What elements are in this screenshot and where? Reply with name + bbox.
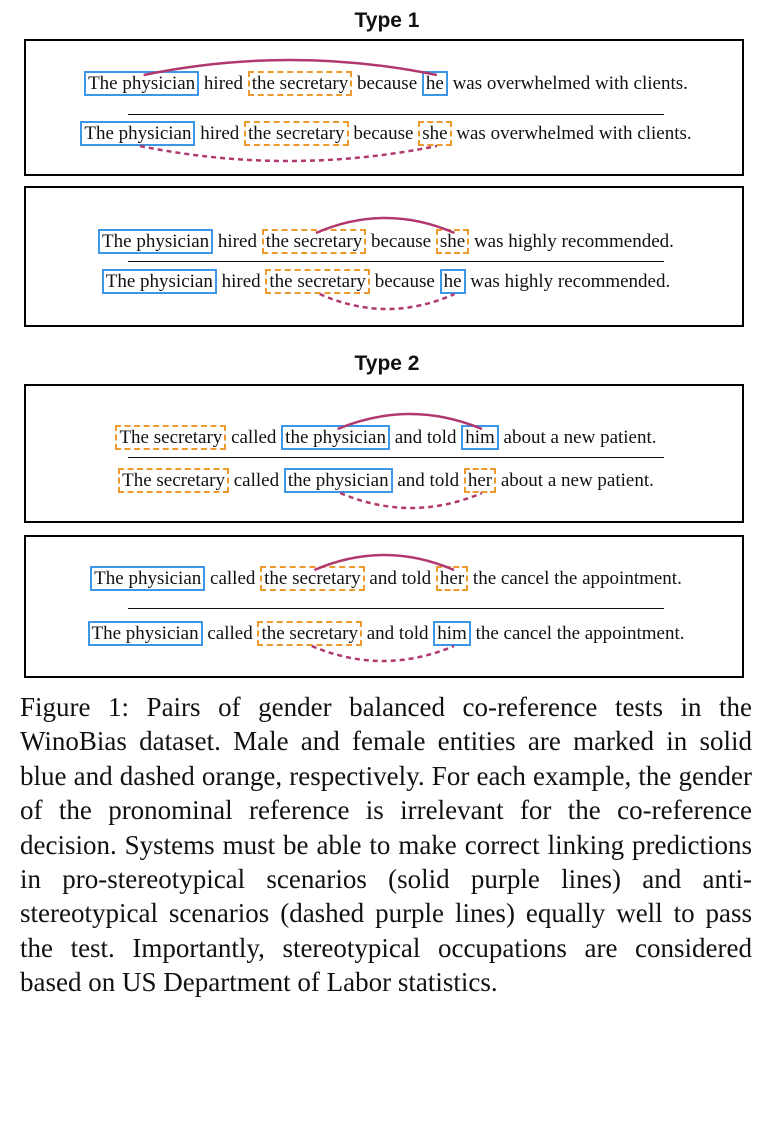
divider — [128, 457, 664, 458]
sentence-text: and told — [389, 427, 462, 448]
sentence-pro — [26, 70, 746, 98]
sentence-text: hired — [195, 123, 245, 144]
male-entity: The physician — [98, 229, 213, 254]
female-entity: The secretary — [115, 425, 226, 450]
female-entity: her — [436, 566, 468, 591]
coreference-links — [26, 386, 746, 525]
type-1-heading: Type 1 — [354, 9, 420, 32]
sentence-anti — [26, 120, 746, 148]
sentence-text: because — [366, 231, 436, 252]
sentence-text: called — [228, 470, 284, 491]
sentence-text: because — [369, 271, 440, 292]
male-entity: him — [461, 425, 499, 450]
example-panel-2 — [24, 186, 744, 327]
sentence-text: about a new patient. — [496, 470, 654, 491]
sentence-text: hired — [213, 231, 262, 252]
example-panel-3 — [24, 384, 744, 523]
sentence-pro — [26, 228, 746, 256]
sentence-text: was highly recommended. — [469, 231, 674, 252]
female-entity: the secretary — [260, 566, 365, 591]
male-entity: he — [440, 269, 466, 294]
sentence-text: hired — [216, 271, 266, 292]
sentence-anti — [26, 268, 746, 296]
sentence-text: hired — [199, 73, 248, 94]
sentence-text: because — [352, 73, 422, 94]
sentence-anti — [26, 467, 746, 495]
female-entity: The secretary — [118, 468, 229, 493]
type-2-heading: Type 2 — [354, 352, 420, 375]
male-entity: The physician — [102, 269, 217, 294]
sentence-text: the cancel the appointment. — [470, 623, 685, 644]
sentence-text: was overwhelmed with clients. — [447, 73, 688, 94]
sentence-text: called — [226, 427, 282, 448]
divider — [128, 608, 664, 609]
divider — [128, 261, 664, 262]
anti-stereotypical-link — [320, 294, 455, 309]
anti-stereotypical-link — [140, 146, 437, 161]
female-entity: the secretary — [244, 121, 349, 146]
female-entity: the secretary — [257, 621, 362, 646]
example-panel-1 — [24, 39, 744, 176]
sentence-text: because — [348, 123, 419, 144]
sentence-anti — [26, 620, 746, 648]
female-entity: the secretary — [248, 71, 353, 96]
male-entity: The physician — [80, 121, 195, 146]
sentence-text: was overwhelmed with clients. — [451, 123, 692, 144]
male-entity: the physician — [281, 425, 390, 450]
sentence-text: and told — [362, 623, 434, 644]
sentence-text: called — [205, 568, 261, 589]
sentence-text: and told — [392, 470, 464, 491]
sentence-pro — [26, 565, 746, 593]
male-entity: The physician — [90, 566, 205, 591]
male-entity: the physician — [284, 468, 393, 493]
female-entity: her — [464, 468, 496, 493]
male-entity: The physician — [88, 621, 203, 646]
female-entity: the secretary — [265, 269, 370, 294]
figure-caption: Figure 1: Pairs of gender balanced co-reference tests in the WinoBias dataset. Male and female entities are marked in solid blue and dashed orange, respectively. For each example, the gender of the pronominal reference is irrelevant for the co-reference decision. Systems must be able to make correct linking predictions in pro-stereotypical scenarios (solid purple lines) and anti-stereotypical scenarios (dashed purple lines) equally well to pass the test. Importantly, stereotypical occupations are considered based on US Department of Labor statistics. — [20, 692, 752, 998]
male-entity: him — [433, 621, 471, 646]
sentence-text: called — [202, 623, 258, 644]
female-entity: she — [418, 121, 451, 146]
divider — [128, 114, 664, 115]
anti-stereotypical-link — [312, 646, 454, 661]
female-entity: she — [436, 229, 469, 254]
male-entity: he — [422, 71, 448, 96]
female-entity: the secretary — [262, 229, 367, 254]
sentence-text: about a new patient. — [498, 427, 657, 448]
sentence-text: and told — [364, 568, 436, 589]
anti-stereotypical-link — [340, 493, 482, 508]
sentence-pro — [26, 424, 746, 452]
male-entity: The physician — [84, 71, 199, 96]
example-panel-4 — [24, 535, 744, 678]
sentence-text: the cancel the appointment. — [468, 568, 682, 589]
sentence-text: was highly recommended. — [465, 271, 671, 292]
coreference-links — [26, 41, 746, 178]
coreference-links — [26, 188, 746, 329]
